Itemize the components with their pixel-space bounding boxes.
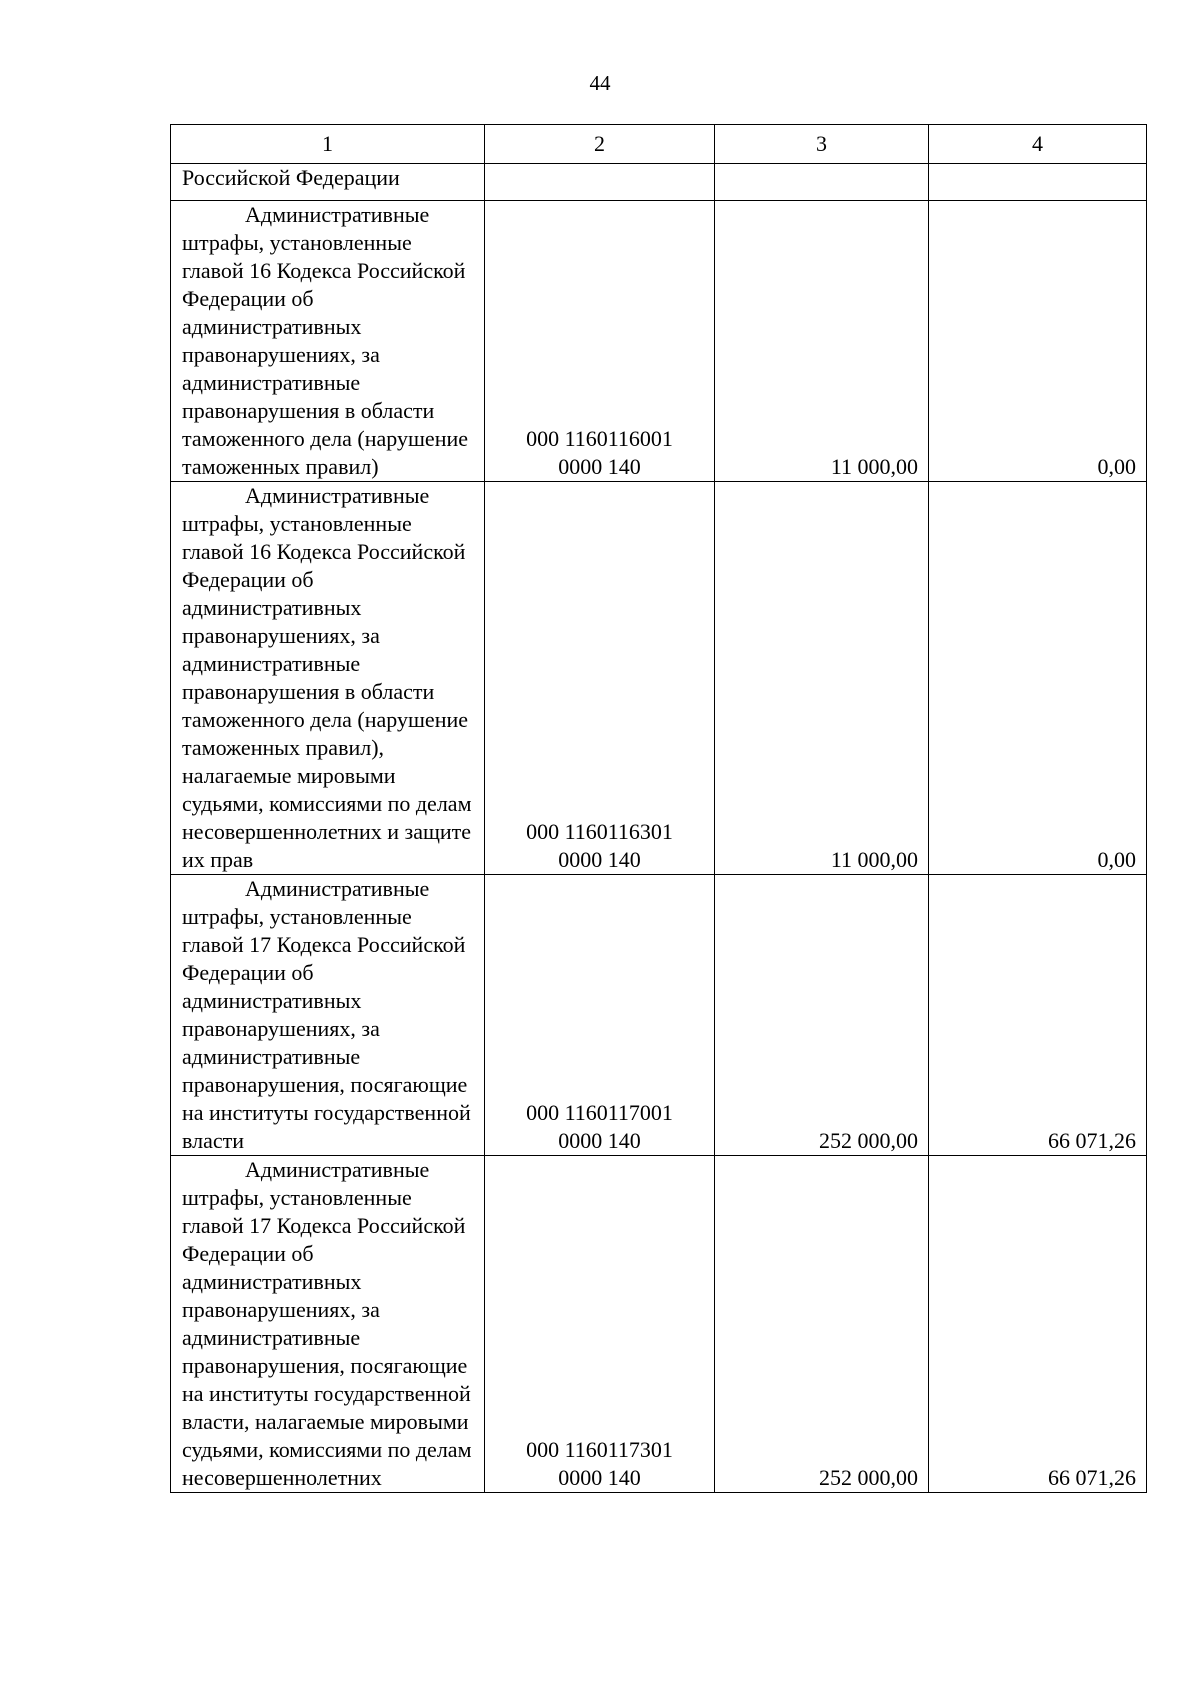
- code-line-1: 000 1160117001: [526, 1100, 673, 1125]
- code-line-2: 0000 140: [558, 847, 641, 872]
- page-number: 44: [589, 71, 611, 95]
- code-line-2: 0000 140: [558, 454, 641, 479]
- code-line-2: 0000 140: [558, 1128, 641, 1153]
- row-name-text: Административные штрафы, установленные главой 17 Кодекса Российской Федерации об административных правонарушениях, за административные правонарушения, посягающие на институты государственной власти, налагаемые мировыми судьями, комиссиями по делам несовершеннолетних: [182, 1157, 472, 1490]
- table-row: [171, 875, 1147, 1156]
- row-col3: [715, 164, 929, 201]
- row-name-text: Административные штрафы, установленные главой 16 Кодекса Российской Федерации об административных правонарушениях, за административные правонарушения в области таможенного дела (нарушение таможенных правил), налагаемые мировыми судьями, комиссиями по делам несовершеннолетних и защите их прав: [182, 483, 472, 872]
- table-row: [171, 201, 1147, 482]
- row-name: [171, 482, 485, 875]
- table-row: [171, 1156, 1147, 1493]
- row-code: [485, 1156, 715, 1493]
- row-col4: 66 071,26: [929, 875, 1147, 1156]
- row-col4: 0,00: [929, 482, 1147, 875]
- row-code: [485, 201, 715, 482]
- code-line-1: 000 1160116001: [526, 426, 673, 451]
- row-name: [171, 1156, 485, 1493]
- row-code: [485, 164, 715, 201]
- row-name: [171, 875, 485, 1156]
- table-row: [171, 164, 1147, 201]
- row-name-text: Административные штрафы, установленные главой 17 Кодекса Российской Федерации об административных правонарушениях, за административные правонарушения, посягающие на институты государственной власти: [182, 876, 471, 1153]
- row-name: [171, 201, 485, 482]
- table-header-row: [171, 125, 1147, 164]
- row-col4: 0,00: [929, 201, 1147, 482]
- row-code: [485, 482, 715, 875]
- column-header-4: 4: [929, 125, 1147, 164]
- budget-table: [170, 124, 1147, 1493]
- table-row: [171, 482, 1147, 875]
- code-line-1: 000 1160117301: [526, 1437, 673, 1462]
- code-line-2: 0000 140: [558, 1465, 641, 1490]
- row-code: [485, 875, 715, 1156]
- row-col3: 11 000,00: [715, 201, 929, 482]
- row-col4: 66 071,26: [929, 1156, 1147, 1493]
- column-header-1: 1: [171, 125, 485, 164]
- row-col3: 11 000,00: [715, 482, 929, 875]
- row-col4: [929, 164, 1147, 201]
- row-name: Российской Федерации: [171, 164, 485, 201]
- row-name-text: Административные штрафы, установленные главой 16 Кодекса Российской Федерации об административных правонарушениях, за административные правонарушения в области таможенного дела (нарушение таможенных правил): [182, 202, 469, 479]
- row-col3: 252 000,00: [715, 1156, 929, 1493]
- column-header-3: 3: [715, 125, 929, 164]
- column-header-2: 2: [485, 125, 715, 164]
- row-col3: 252 000,00: [715, 875, 929, 1156]
- code-line-1: 000 1160116301: [526, 819, 673, 844]
